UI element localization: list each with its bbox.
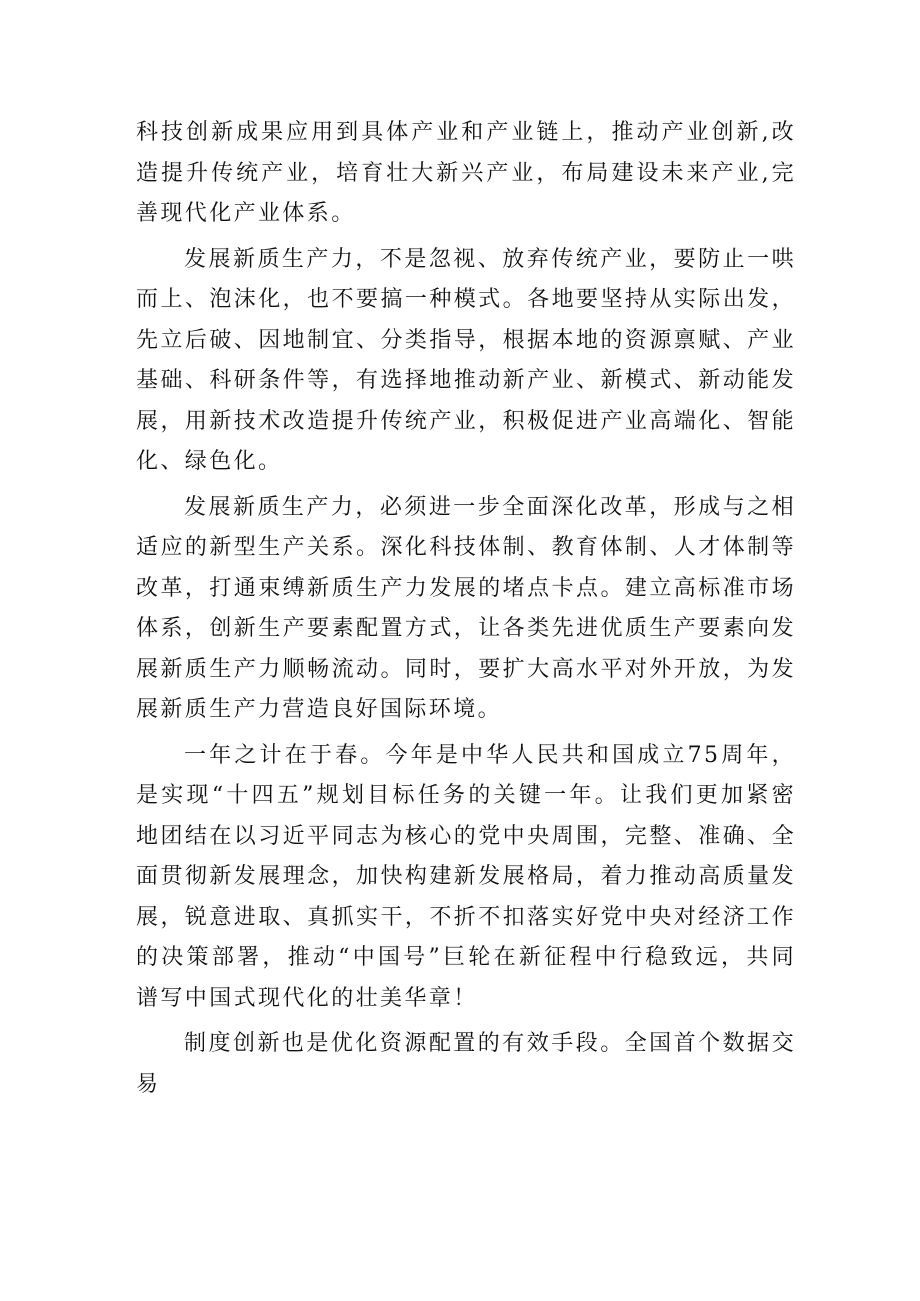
paragraph-4: 一年之计在于春。今年是中华人民共和国成立75周年，是实现“十四五”规划目标任务的关键一年。让我们更加紧密地团结在以习近平同志为核心的党中央周围，完整、准确、全面贯彻新发展理念，加快构建新发展格局，着力推动高质量发展，锐意进取、真抓实干，不折不扣落实好党中央对经济工作的决策部署，推动“中国号”巨轮在新征程中行稳致远，共同谱写中国式现代化的壮美华章！ — [136, 742, 796, 1011]
paragraph-3: 发展新质生产力，必须进一步全面深化改革，形成与之相适应的新型生产关系。深化科技体制、教育体制、人才体制等改革，打通束缚新质生产力发展的堵点卡点。建立高标准市场体系，创新生产要素配置方式，让各类先进优质生产要素向发展新质生产力顺畅流动。同时，要扩大高水平对外开放，为发展新质生产力营造良好国际环境。 — [136, 494, 796, 722]
document-page — [136, 113, 796, 1110]
paragraph-1: 科技创新成果应用到具体产业和产业链上，推动产业创新,改造提升传统产业，培育壮大新兴产业，布局建设未来产业,完善现代化产业体系。 — [136, 120, 796, 226]
paragraph-2: 发展新质生产力，不是忽视、放弃传统产业，要防止一哄而上、泡沫化，也不要搞一种模式。各地要坚持从实际出发，先立后破、因地制宜、分类指导，根据本地的资源禀赋、产业基础、科研条件等，有选择地推动新产业、新模式、新动能发展，用新技术改造提升传统产业，积极促进产业高端化、智能化、绿色化。 — [136, 246, 796, 474]
paragraph-5: 制度创新也是优化资源配置的有效手段。全国首个数据交易 — [136, 1031, 796, 1097]
